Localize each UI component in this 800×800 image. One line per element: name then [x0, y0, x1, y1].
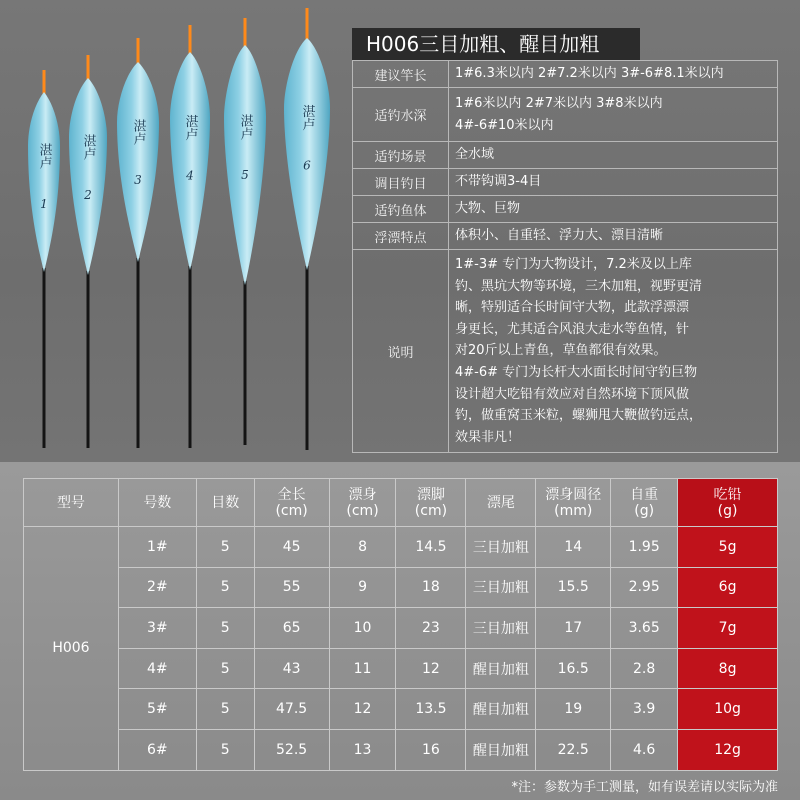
cell: 三目加粗 — [466, 527, 536, 568]
description-line: 效果非凡！ — [455, 429, 521, 445]
cell: 5 — [196, 567, 254, 608]
spec-key: 建议竿长 — [353, 61, 449, 88]
float-number: 1 — [40, 197, 48, 211]
cell: 5 — [196, 689, 254, 730]
float-brand: 湛卢 — [182, 114, 198, 141]
lead-cell: 5g — [678, 527, 778, 568]
float-number: 2 — [84, 188, 92, 203]
cell: 醒目加粗 — [466, 729, 536, 770]
table-row — [24, 729, 778, 770]
spec-key: 说明 — [353, 250, 449, 453]
cell: 5 — [196, 729, 254, 770]
cell: 12 — [396, 648, 466, 689]
cell: 43 — [254, 648, 329, 689]
header-stem: 漂脚 (cm) — [396, 479, 466, 527]
footnote: *注：参数为手工测量，如有误差请以实际为准 — [511, 780, 778, 795]
description-line: 钓，做重窝玉米粒，螺狮甩大鞭做钓远点， — [455, 408, 703, 424]
description-line: 1#-3# 专门为大物设计，7.2米及以上库 — [455, 257, 692, 272]
float-body — [170, 52, 210, 270]
cell: 三目加粗 — [466, 608, 536, 649]
float-number: 6 — [303, 158, 311, 173]
parameter-table — [23, 478, 778, 771]
cell: 65 — [254, 608, 329, 649]
cell: 3# — [118, 608, 196, 649]
cell: 8 — [329, 527, 396, 568]
spec-value: 不带钩调3-4目 — [449, 169, 778, 196]
cell: 52.5 — [254, 729, 329, 770]
spec-value: 全水域 — [449, 142, 778, 169]
float-brand: 湛卢 — [80, 134, 96, 161]
spec-value — [449, 88, 778, 142]
spec-key: 调目钓目 — [353, 169, 449, 196]
cell: 4# — [118, 648, 196, 689]
table-header-row — [24, 479, 778, 527]
cell: 5# — [118, 689, 196, 730]
model-cell: H006 — [24, 527, 119, 771]
float-body — [69, 78, 107, 275]
spec-value-line: 1#6米以内 2#7米以内 3#8米以内 — [455, 95, 663, 111]
lead-cell: 12g — [678, 729, 778, 770]
header-marks: 目数 — [196, 479, 254, 527]
lead-cell: 10g — [678, 689, 778, 730]
cell: 19 — [536, 689, 611, 730]
cell: 10 — [329, 608, 396, 649]
cell: 14.5 — [396, 527, 466, 568]
floats-illustration — [0, 0, 345, 462]
spec-table — [352, 60, 778, 453]
float-2 — [69, 55, 107, 448]
header-lead: 吃铅 (g) — [678, 479, 778, 527]
header-tip: 漂尾 — [466, 479, 536, 527]
cell: 45 — [254, 527, 329, 568]
float-body — [117, 62, 159, 262]
float-3 — [117, 38, 159, 448]
description-line: 身更长，尤其适合风浪大走水等鱼情，针 — [455, 321, 690, 337]
cell: 4.6 — [611, 729, 678, 770]
float-body — [224, 45, 266, 285]
float-number: 3 — [134, 173, 142, 187]
spec-key: 适钓水深 — [353, 88, 449, 142]
cell: 1.95 — [611, 527, 678, 568]
float-brand: 湛卢 — [299, 104, 315, 131]
table-row — [24, 648, 778, 689]
cell: 5 — [196, 527, 254, 568]
float-number: 5 — [241, 168, 249, 182]
cell: 11 — [329, 648, 396, 689]
spec-key: 适钓场景 — [353, 142, 449, 169]
cell: 23 — [396, 608, 466, 649]
spec-value: 1#6.3米以内 2#7.2米以内 3#-6#8.1米以内 — [449, 61, 778, 88]
cell: 22.5 — [536, 729, 611, 770]
cell: 47.5 — [254, 689, 329, 730]
cell: 5 — [196, 608, 254, 649]
float-number: 4 — [186, 168, 194, 183]
header-body: 漂身 (cm) — [329, 479, 396, 527]
cell: 醒目加粗 — [466, 648, 536, 689]
cell: 16 — [396, 729, 466, 770]
cell: 18 — [396, 567, 466, 608]
cell: 9 — [329, 567, 396, 608]
product-title: H006三目加粗、醒目加粗 — [352, 28, 640, 60]
cell: 6# — [118, 729, 196, 770]
description-line: 钓、黑坑大物等环境，三木加粗，视野更清 — [455, 278, 703, 294]
lead-cell: 8g — [678, 648, 778, 689]
float-1 — [28, 70, 60, 448]
float-brand: 湛卢 — [237, 114, 253, 140]
header-length: 全长 (cm) — [254, 479, 329, 527]
float-brand: 湛卢 — [36, 143, 52, 169]
table-row — [24, 527, 778, 568]
cell: 12 — [329, 689, 396, 730]
cell: 5 — [196, 648, 254, 689]
lead-cell: 7g — [678, 608, 778, 649]
cell: 13 — [329, 729, 396, 770]
cell: 醒目加粗 — [466, 689, 536, 730]
cell: 55 — [254, 567, 329, 608]
spec-key: 浮漂特点 — [353, 223, 449, 250]
float-6 — [284, 8, 330, 450]
description-line: 4#-6# 专门为长杆大水面长时间守钓巨物 — [455, 364, 698, 380]
cell: 13.5 — [396, 689, 466, 730]
header-diameter: 漂身圆径 (mm) — [536, 479, 611, 527]
float-body — [28, 92, 60, 272]
table-row — [24, 689, 778, 730]
spec-description — [449, 250, 778, 453]
floats-svg — [0, 0, 345, 462]
description-line: 对20斤以上青鱼，草鱼都很有效果。 — [455, 343, 667, 359]
header-weight: 自重 (g) — [611, 479, 678, 527]
float-brand: 湛卢 — [130, 119, 146, 145]
float-5 — [224, 18, 266, 445]
description-line: 设计超大吃铅有效应对自然环境下顶风做 — [455, 386, 690, 402]
cell: 15.5 — [536, 567, 611, 608]
description-line: 晰，特别适合长时间守大物，此款浮漂漂 — [455, 300, 690, 316]
spec-value: 大物、巨物 — [449, 196, 778, 223]
spec-value: 体积小、自重轻、浮力大、漂目清晰 — [449, 223, 778, 250]
header-size: 号数 — [118, 479, 196, 527]
cell: 三目加粗 — [466, 567, 536, 608]
spec-value-line: 4#-6#10米以内 — [455, 117, 554, 133]
header-model: 型号 — [24, 479, 119, 527]
cell: 16.5 — [536, 648, 611, 689]
cell: 3.65 — [611, 608, 678, 649]
cell: 17 — [536, 608, 611, 649]
spec-key: 适钓鱼体 — [353, 196, 449, 223]
cell: 3.9 — [611, 689, 678, 730]
table-row — [24, 608, 778, 649]
cell: 2.8 — [611, 648, 678, 689]
cell: 2.95 — [611, 567, 678, 608]
cell: 1# — [118, 527, 196, 568]
table-row — [24, 567, 778, 608]
float-4 — [170, 25, 210, 448]
cell: 14 — [536, 527, 611, 568]
lead-cell: 6g — [678, 567, 778, 608]
float-body — [284, 38, 330, 270]
cell: 2# — [118, 567, 196, 608]
